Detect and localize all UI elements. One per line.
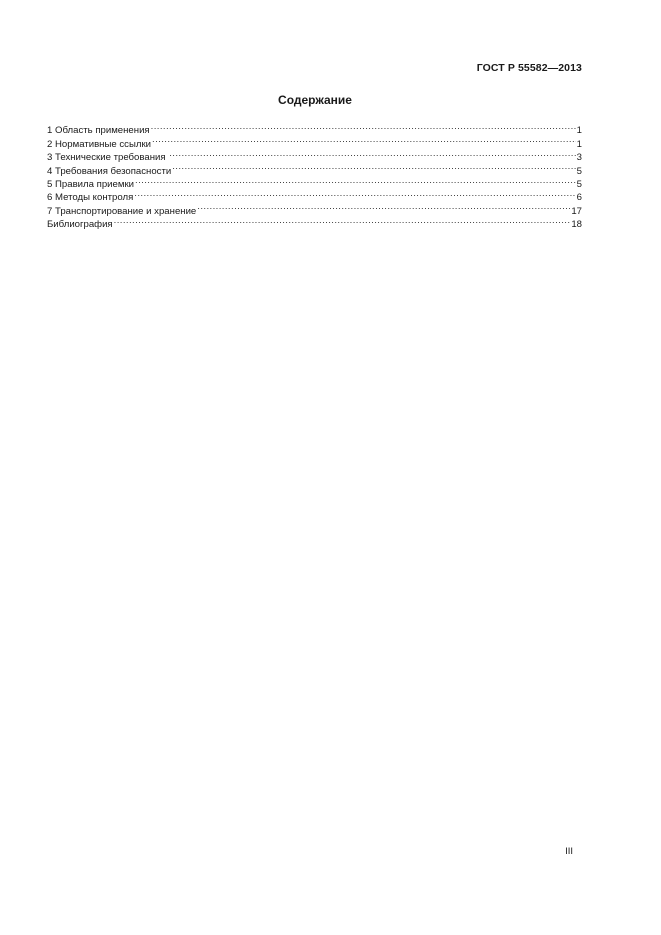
toc-dot-leader xyxy=(134,187,575,200)
toc-entry-label: 6 Методы контроля xyxy=(47,192,134,204)
page-number: III xyxy=(565,846,573,857)
toc-entry[interactable] xyxy=(47,120,582,137)
toc-dot-leader xyxy=(135,174,576,187)
toc-entry-label: 4 Требования безопасности xyxy=(47,165,172,177)
toc-entry-page: 18 xyxy=(571,219,582,231)
toc-entry-page: 1 xyxy=(576,125,582,137)
toc-dot-leader xyxy=(151,120,576,133)
toc-entry-page: 17 xyxy=(571,205,582,217)
toc-entry-page: 5 xyxy=(576,165,582,177)
toc-dot-leader xyxy=(152,133,576,146)
toc-entry-label: 7 Транспортирование и хранение xyxy=(47,205,197,217)
toc-dot-leader xyxy=(169,147,575,160)
toc-entry-page: 3 xyxy=(576,152,582,164)
toc-dot-leader xyxy=(114,214,571,227)
toc-entry[interactable] xyxy=(47,214,582,231)
toc-entry-label: 5 Правила приемки xyxy=(47,178,134,190)
toc-entry-page: 6 xyxy=(576,192,582,204)
toc-dot-leader xyxy=(172,160,575,173)
toc-entry-label: 3 Технические требования xyxy=(47,152,169,164)
toc-entry-label: 1 Область применения xyxy=(47,125,150,137)
toc-entry-page: 5 xyxy=(576,178,582,190)
table-of-contents xyxy=(47,120,582,231)
toc-dot-leader xyxy=(197,200,570,213)
toc-entry-page: 1 xyxy=(576,138,582,150)
document-code: ГОСТ Р 55582—2013 xyxy=(476,62,582,74)
toc-entry-label: Библиография xyxy=(47,219,113,231)
toc-entry-label: 2 Нормативные ссылки xyxy=(47,138,152,150)
toc-title: Содержание xyxy=(278,93,352,107)
